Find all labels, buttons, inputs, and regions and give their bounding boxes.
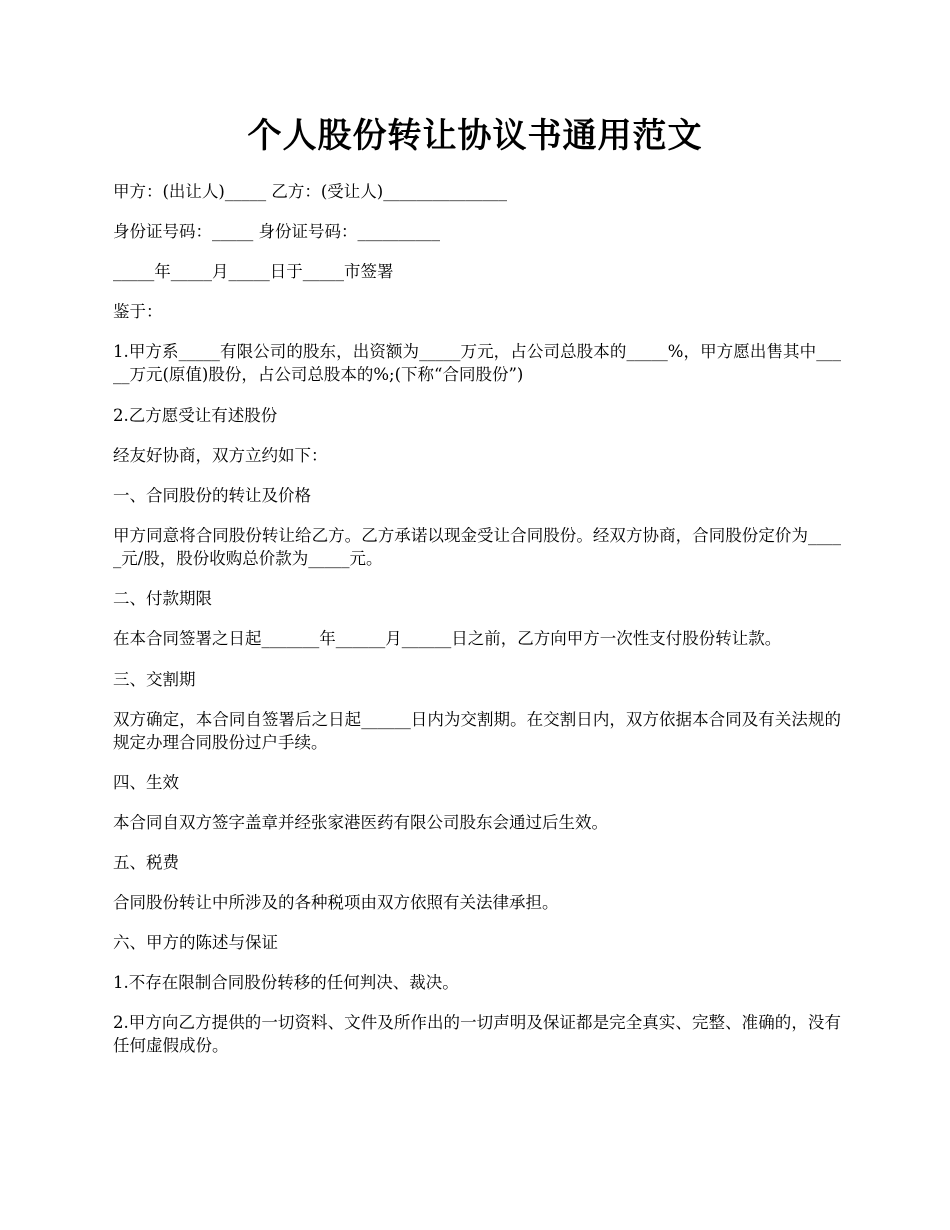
section-body-2: 在本合同签署之日起_______年______月______日之前，乙方向甲方一次性支付股份转让款。 <box>113 629 782 648</box>
document-title: 个人股份转让协议书通用范文 <box>247 116 703 156</box>
section-6-item-1: 1.不存在限制合同股份转移的任何判决、裁决。 <box>113 973 459 992</box>
section-heading-4: 四、生效 <box>113 773 179 792</box>
recital-2: 2.乙方愿受让有述股份 <box>113 405 278 425</box>
section-body-4: 本合同自双方签字盖章并经张家港医药有限公司股东会通过后生效。 <box>113 813 608 832</box>
whereas-heading: 鉴于： <box>113 302 163 321</box>
section-body-5: 合同股份转让中所涉及的各种税项由双方依照有关法律承担。 <box>113 893 559 912</box>
section-heading-1: 一、合同股份的转让及价格 <box>113 485 311 505</box>
signing-date-line: _____年_____月_____日于_____市签署 <box>113 262 394 281</box>
section-body-1: 甲方同意将合同股份转让给乙方。乙方承诺以现金受让合同股份。经双方协商，合同股份定价为_____元/股，股份收购总价款为_____元。 <box>113 525 841 568</box>
section-heading-2: 二、付款期限 <box>113 589 212 608</box>
section-heading-3: 三、交割期 <box>113 669 196 689</box>
section-heading-5: 五、税费 <box>113 853 179 872</box>
section-body-3: 双方确定，本合同自签署后之日起______日内为交割期。在交割日内，双方依据本合同及有关法规的规定办理合同股份过户手续。 <box>113 709 841 752</box>
document-body <box>113 180 841 1075</box>
party-line: 甲方：(出让人)_____ 乙方：(受让人)_______________ <box>113 182 507 201</box>
section-heading-6: 六、甲方的陈述与保证 <box>113 933 278 952</box>
agreement-intro: 经友好协商，双方立约如下： <box>113 445 328 465</box>
id-number-line: 身份证号码：_____ 身份证号码：__________ <box>113 222 440 241</box>
recital-1: 1.甲方系_____有限公司的股东，出资额为_____万元，占公司总股本的_____%，甲方愿出售其中_____万元(原值)股份，占公司总股本的%;(下称“合同股份”) <box>113 342 841 384</box>
section-6-item-2: 2.甲方向乙方提供的一切资料、文件及所作出的一切声明及保证都是完全真实、完整、准确的，没有任何虚假成份。 <box>113 1013 841 1055</box>
